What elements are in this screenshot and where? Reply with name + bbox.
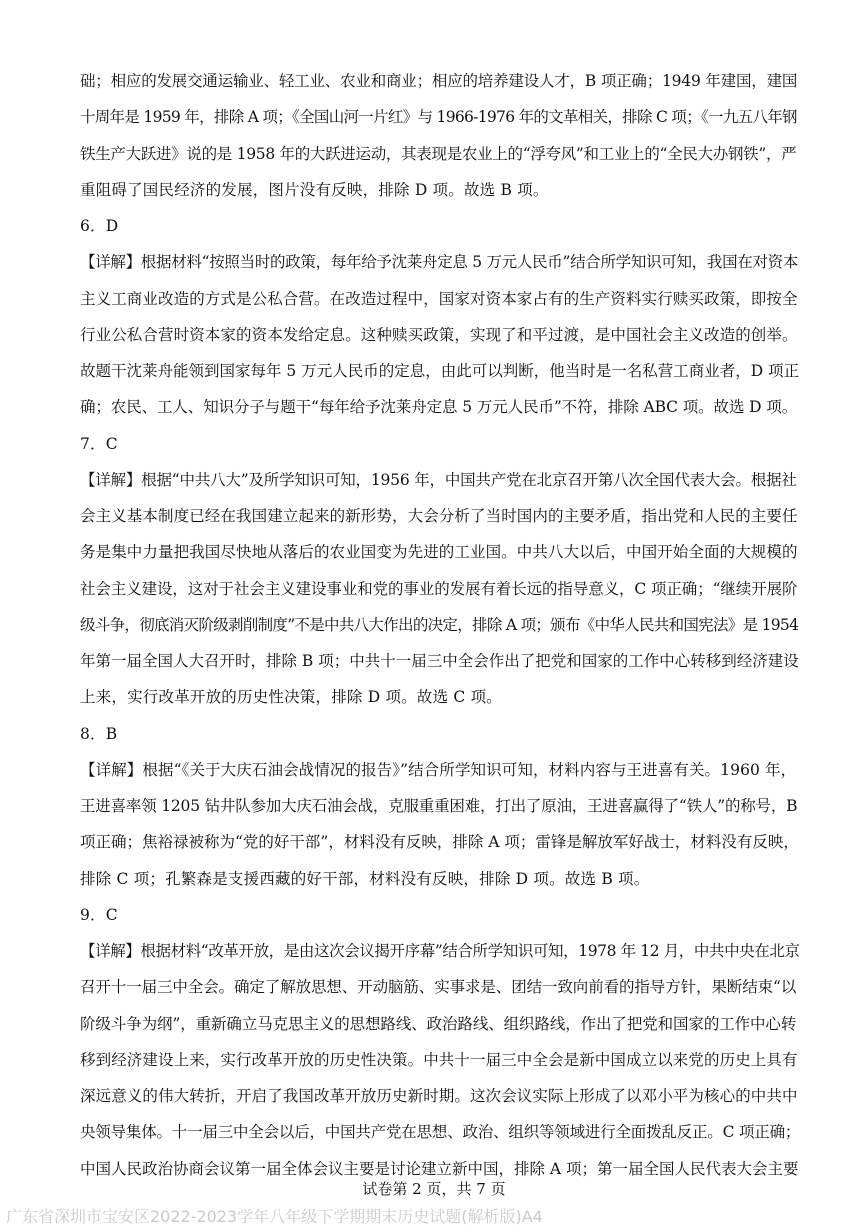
text-line: 央领导集体。十一届三中全会以后，中国共产党在思想、政治、组织等领域进行全面拨乱反正。C 项正确； xyxy=(80,1123,801,1142)
text-line: 阶级斗争为纲”，重新确立马克思主义的思想路线、政治路线、组织路线，作出了把党和国家的工作中心转 xyxy=(80,1014,797,1033)
text-line: 上来，实行改革开放的历史性决策，排除 D 项。故选 C 项。 xyxy=(80,688,502,707)
text-line: 【详解】根据“《关于大庆石油会战情况的报告》”结合所学知识可知，材料内容与王进喜有关。1960 年， xyxy=(80,760,797,779)
text-line: 【详解】根据“中共八大”及所学知识可知，1956 年，中国共产党在北京召开第八次全国代表大会。根据社 xyxy=(80,470,797,489)
text-line: 十周年是 1959 年，排除 A 项；《全国山河一片红》与 1966-1976 年的文革相关，排除 C 项；《一九五八年钢 xyxy=(80,108,797,127)
text-line: 铁生产大跃进》说的是 1958 年的大跃进运动，其表现是农业上的“浮夸风”和工业上的“全民大办钢铁”，严 xyxy=(80,144,797,163)
text-line: 中国人民政治协商会议第一届全体会议主要是讨论建立新中国，排除 A 项；第一届全国人民代表大会主要 xyxy=(80,1159,799,1178)
text-line: 重阻碍了国民经济的发展，图片没有反映，排除 D 项。故选 B 项。 xyxy=(80,180,549,199)
text-line: 行业公私合营时资本家的资本发给定息。这种赎买政策，实现了和平过渡，是中国社会主义改造的创举。 xyxy=(80,325,798,344)
text-line: 移到经济建设上来，实行改革开放的历史性决策。中共十一届三中全会是新中国成立以来党的历史上具有 xyxy=(80,1050,798,1069)
text-line: 确；农民、工人、知识分子与题干“每年给予沈莱舟定息 5 万元人民币”不符，排除 ABC 项。故选 D 项。 xyxy=(80,398,798,417)
page-footer: 试卷第 2 页，共 7 页 xyxy=(362,1180,506,1198)
text-line: 王进喜率领 1205 钻井队参加大庆石油会战，克服重重困难，打出了原油，王进喜赢得了“铁人”的称号，B xyxy=(80,797,798,815)
text-line: 年第一届全国人大召开时，排除 B 项；中共十一届三中全会作出了把党和国家的工作中心转移到经济建设 xyxy=(80,652,799,670)
text-line: 排除 C 项；孔繁森是支援西藏的好干部，材料没有反映，排除 D 项。故选 B 项。 xyxy=(80,869,650,888)
text-line: 【详解】根据材料“改革开放，是由这次会议揭开序幕”结合所学知识可知，1978 年 12 月，中共中央在北京 xyxy=(80,942,800,960)
text-line: 级斗争，彻底消灭阶级剥削制度”不是中共八大作出的决定，排除 A 项；颁布《中华人民共和国宪法》是 1954 xyxy=(80,615,799,634)
text-line: 6．D xyxy=(80,217,119,235)
text-line: 会主义基本制度已经在我国建立起来的新形势，大会分析了当时国内的主要矛盾，指出党和人民的主要任 xyxy=(80,507,798,525)
text-line: 社会主义建设，这对于社会主义建设事业和党的事业的发展有着长远的指导意义，C 项正确；“继续开展阶 xyxy=(80,579,798,598)
text-line: 深远意义的伟大转折，开启了我国改革开放历史新时期。这次会议实际上形成了以邓小平为核心的中共中 xyxy=(80,1087,798,1105)
text-line: 务是集中力量把我国尽快地从落后的农业国变为先进的工业国。中共八大以后，中国开始全面的大规模的 xyxy=(80,543,798,562)
text-line: 故题干沈莱舟能领到国家每年 5 万元人民币的定息，由此可以判断，他当时是一名私营工商业者，D 项正 xyxy=(80,362,800,380)
watermark-text: 广东省深圳市宝安区2022-2023学年八年级下学期期末历史试题(解析版)A4 xyxy=(6,1207,543,1226)
text-line: 7．C xyxy=(80,434,118,453)
text-line: 9．C xyxy=(80,905,118,924)
text-line: 8．B xyxy=(80,724,118,743)
text-line: 【详解】根据材料“按照当时的政策，每年给予沈莱舟定息 5 万元人民币”结合所学知识可知，我国在对资本 xyxy=(80,253,799,272)
text-line: 召开十一届三中全会。确定了解放思想、开动脑筋、实事求是、团结一致向前看的指导方针，果断结束“以 xyxy=(80,978,797,997)
text-line: 项正确；焦裕禄被称为“党的好干部”，材料没有反映，排除 A 项；雷锋是解放军好战士，材料没有反映， xyxy=(80,833,799,852)
text-line: 主义工商业改造的方式是公私合营。在改造过程中，国家对资本家占有的生产资料实行赎买政策，即按全 xyxy=(80,289,798,308)
text-line: 础；相应的发展交通运输业、轻工业、农业和商业；相应的培养建设人才，B 项正确；1949 年建国，建国 xyxy=(80,72,798,90)
